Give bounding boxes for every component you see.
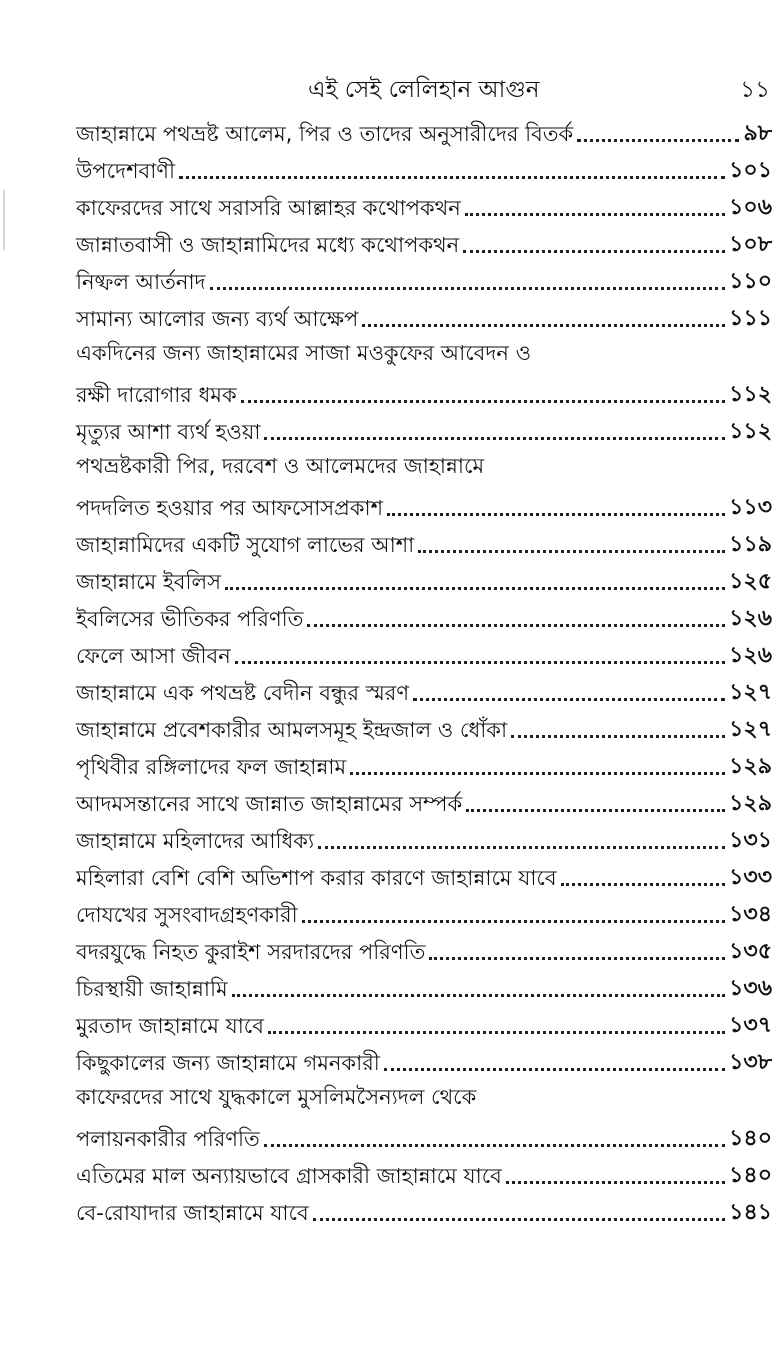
toc-entry-page: ১৩৭ <box>729 1013 772 1038</box>
dot-leader <box>241 400 725 403</box>
dot-leader <box>418 550 725 553</box>
toc-entry-row <box>76 299 772 336</box>
toc-entry-title: পৃথিবীর রঙ্গিলাদের ফল জাহান্নাম <box>76 755 347 779</box>
toc-entry-page: ১১১ <box>729 306 772 331</box>
page-number: ১১ <box>740 77 770 103</box>
toc-entry-row <box>76 225 772 262</box>
toc-entry-row <box>76 599 772 636</box>
toc-entry-title: নিষ্ফল আর্তনাদ <box>76 270 206 294</box>
toc-entry-title: উপদেশবাণী <box>76 159 175 183</box>
dot-leader <box>307 624 725 627</box>
toc-entry-row <box>76 412 772 449</box>
toc-entry-page: ১৩৬ <box>729 976 772 1001</box>
toc-entry-row <box>76 784 772 821</box>
toc-entry-title: জাহান্নামে এক পথভ্রষ্ট বেদীন বন্ধুর স্মরণ <box>76 681 410 705</box>
toc-entry-row <box>76 895 772 932</box>
toc-entry-title: আদমসন্তানের সাথে জান্নাত জাহান্নামের সম্পর্ক <box>76 792 463 816</box>
dot-leader <box>506 1181 725 1184</box>
toc-entry <box>76 412 772 449</box>
toc-entry-title: চিরস্থায়ী জাহান্নামি <box>76 977 228 1001</box>
toc-entry-row <box>76 488 772 525</box>
dot-leader <box>465 213 725 216</box>
dot-leader <box>268 1031 725 1034</box>
toc-entry-title: জাহান্নামে ইবলিস <box>76 570 221 594</box>
toc-entry-title: কাফেরদের সাথে সরাসরি আল্লাহর কথোপকথন <box>76 196 461 220</box>
toc-entry-page: ১০১ <box>729 158 772 183</box>
toc-entry-page: ১২৭ <box>729 680 772 705</box>
toc-entry <box>76 562 772 599</box>
toc-entry-page: ১১২ <box>729 419 772 444</box>
toc-entry-page: ১০৬ <box>729 195 772 220</box>
dot-leader <box>577 139 739 142</box>
toc-entry <box>76 784 772 821</box>
toc-entry-row <box>76 636 772 673</box>
toc-entry-row <box>76 673 772 710</box>
dot-leader <box>313 1218 726 1221</box>
toc-entry-title: জান্নাতবাসী ও জাহান্নামিদের মধ্যে কথোপকথন <box>76 233 460 257</box>
toc-entry <box>76 225 772 262</box>
running-header <box>0 70 784 110</box>
toc-entry-page: ১০৮ <box>729 232 772 257</box>
toc-entry-row <box>76 932 772 969</box>
toc-entry-row <box>76 525 772 562</box>
dot-leader <box>387 513 725 516</box>
table-of-contents <box>76 114 772 1230</box>
page-edge-shadow <box>3 190 5 250</box>
toc-entry-page: ১১৯ <box>729 532 772 557</box>
toc-entry-page: ১২৭ <box>729 717 772 742</box>
dot-leader <box>179 176 725 179</box>
dot-leader <box>429 957 725 960</box>
toc-entry-row <box>76 858 772 895</box>
toc-entry-page: ১৪০ <box>729 1163 772 1188</box>
toc-entry-page: ১২৯ <box>729 791 772 816</box>
dot-leader <box>235 661 725 664</box>
toc-entry-page: ১৪১ <box>729 1200 772 1225</box>
dot-leader <box>384 1068 725 1071</box>
toc-entry-title: পলায়নকারীর পরিণতি <box>76 1127 260 1151</box>
toc-entry-row <box>76 151 772 188</box>
dot-leader <box>225 587 725 590</box>
toc-entry-row <box>76 1119 772 1156</box>
toc-entry-row <box>76 969 772 1006</box>
toc-entry <box>76 969 772 1006</box>
running-header-title: এই সেই লেলিহান আগুন <box>308 77 540 103</box>
toc-entry <box>76 262 772 299</box>
toc-entry-page: ১১২ <box>729 382 772 407</box>
toc-entry <box>76 673 772 710</box>
toc-entry-title: ইবলিসের ভীতিকর পরিণতি <box>76 607 304 631</box>
toc-entry-title-line: কাফেরদের সাথে যুদ্ধকালে মুসলিমসৈন্যদল থেকে <box>76 1085 477 1109</box>
toc-entry-row <box>76 262 772 299</box>
toc-entry <box>76 1006 772 1043</box>
toc-entry-row <box>76 114 772 151</box>
toc-entry-title: জাহান্নামে প্রবেশকারীর আমলসমূহ ইন্দ্রজাল ও ধোঁকা <box>76 718 508 742</box>
toc-entry-page: ১৩৮ <box>729 1050 772 1075</box>
toc-entry <box>76 1080 772 1156</box>
toc-entry <box>76 449 772 525</box>
toc-entry-page: ১৩৫ <box>729 939 772 964</box>
toc-entry-page: ১২৫ <box>729 569 772 594</box>
toc-entry <box>76 895 772 932</box>
toc-entry <box>76 1043 772 1080</box>
toc-entry-page: ১২৬ <box>729 643 772 668</box>
toc-entry-page: ৯৮ <box>743 121 772 146</box>
toc-entry <box>76 188 772 225</box>
toc-entry-title: বে-রোযাদার জাহান্নামে যাবে <box>76 1201 309 1225</box>
toc-entry-row <box>76 1193 772 1230</box>
toc-entry-title: রক্ষী দারোগার ধমক <box>76 383 237 407</box>
toc-entry <box>76 821 772 858</box>
toc-entry-title: ফেলে আসা জীবন <box>76 644 231 668</box>
toc-entry <box>76 932 772 969</box>
toc-entry <box>76 1193 772 1230</box>
toc-entry <box>76 1156 772 1193</box>
toc-entry-title: পদদলিত হওয়ার পর আফসোসপ্রকাশ <box>76 496 384 520</box>
toc-entry-row <box>76 375 772 412</box>
toc-entry <box>76 747 772 784</box>
dot-leader <box>264 437 725 440</box>
dot-leader <box>232 994 725 997</box>
toc-entry <box>76 151 772 188</box>
toc-entry <box>76 858 772 895</box>
toc-entry-page: ১২৬ <box>729 606 772 631</box>
toc-entry <box>76 636 772 673</box>
toc-entry-title: দোযখের সুসংবাদগ্রহণকারী <box>76 903 298 927</box>
toc-entry <box>76 525 772 562</box>
dot-leader <box>210 287 726 290</box>
toc-entry-title: মহিলারা বেশি বেশি অভিশাপ করার কারণে জাহান্নামে যাবে <box>76 866 557 890</box>
toc-entry <box>76 299 772 336</box>
toc-entry-title: মৃত্যুর আশা ব্যর্থ হওয়া <box>76 420 261 444</box>
dot-leader <box>466 809 725 812</box>
dot-leader <box>264 1144 725 1147</box>
toc-entry-row <box>76 710 772 747</box>
dot-leader <box>463 250 725 253</box>
toc-entry-title-line: পথভ্রষ্টকারী পির, দরবেশ ও আলেমদের জাহান্নামে <box>76 454 485 478</box>
dot-leader <box>362 324 725 327</box>
toc-entry <box>76 114 772 151</box>
dot-leader <box>511 735 725 738</box>
toc-entry-page: ১৩৩ <box>729 865 772 890</box>
dot-leader <box>413 698 725 701</box>
toc-entry-title: এতিমের মাল অন্যায়ভাবে গ্রাসকারী জাহান্নামে যাবে <box>76 1164 502 1188</box>
toc-entry-page: ১২৯ <box>729 754 772 779</box>
toc-entry-page: ১১০ <box>729 269 772 294</box>
toc-entry-title: জাহান্নামে পথভ্রষ্ট আলেম, পির ও তাদের অনুসারীদের বিতর্ক <box>76 122 574 146</box>
toc-entry <box>76 710 772 747</box>
toc-entry-row <box>76 1006 772 1043</box>
toc-entry <box>76 336 772 412</box>
toc-entry-title: বদরযুদ্ধে নিহত কুরাইশ সরদারদের পরিণতি <box>76 940 426 964</box>
toc-entry <box>76 599 772 636</box>
toc-entry-title: কিছুকালের জন্য জাহান্নামে গমনকারী <box>76 1051 380 1075</box>
toc-entry-title: মুরতাদ জাহান্নামে যাবে <box>76 1014 264 1038</box>
toc-entry-row <box>76 562 772 599</box>
toc-entry-row <box>76 1156 772 1193</box>
dot-leader <box>561 883 726 886</box>
dot-leader <box>318 846 725 849</box>
toc-entry-title-line: একদিনের জন্য জাহান্নামের সাজা মওকুফের আবেদন ও <box>76 341 532 365</box>
toc-entry-row <box>76 821 772 858</box>
dot-leader <box>302 920 726 923</box>
toc-entry-title: সামান্য আলোর জন্য ব্যর্থ আক্ষেপ <box>76 307 359 331</box>
toc-entry-row <box>76 747 772 784</box>
toc-entry-page: ১৩১ <box>729 828 772 853</box>
toc-entry-page: ১১৩ <box>729 495 772 520</box>
toc-entry-row <box>76 1043 772 1080</box>
toc-entry-title: জাহান্নামে মহিলাদের আধিক্য <box>76 829 315 853</box>
dot-leader <box>350 772 725 775</box>
toc-entry-row <box>76 188 772 225</box>
toc-entry-page: ১৩৪ <box>729 902 772 927</box>
toc-entry-title: জাহান্নামিদের একটি সুযোগ লাভের আশা <box>76 533 415 557</box>
toc-entry-page: ১৪০ <box>729 1126 772 1151</box>
